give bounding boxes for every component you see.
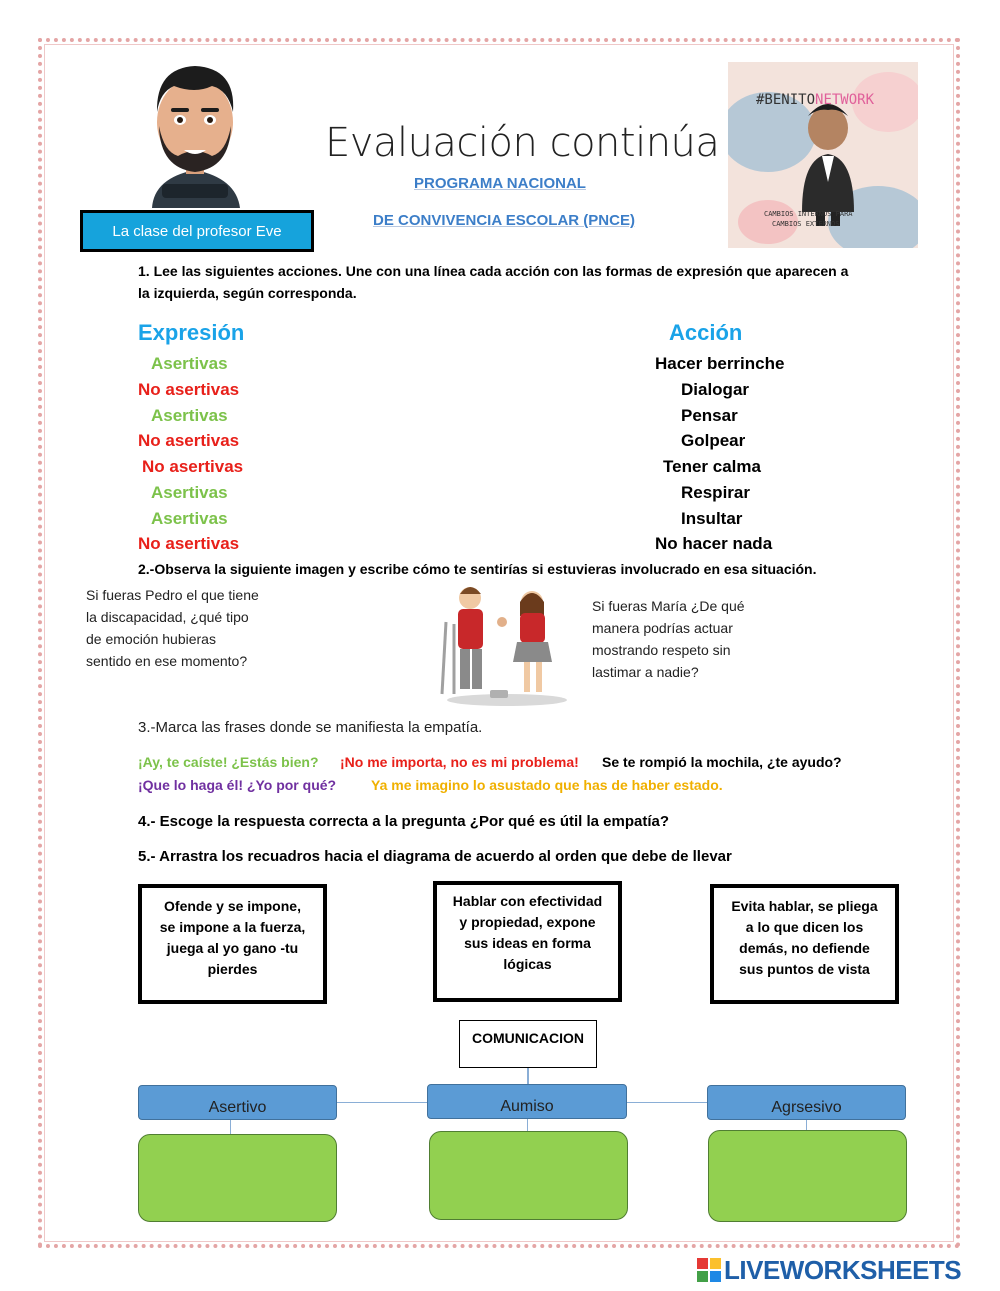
q2-left-prompt-line: de emoción hubieras	[86, 631, 216, 647]
accion-heading: Acción	[669, 320, 743, 345]
children-illustration	[432, 582, 572, 710]
drop-zone-asertivo[interactable]	[138, 1134, 337, 1222]
q2-right-prompt-line: mostrando respeto sin	[592, 642, 731, 658]
box-line: pierdes	[207, 961, 258, 977]
liveworksheets-brand[interactable]: LIVEWORKSHEETS	[724, 1255, 962, 1285]
empathy-phrase[interactable]: ¡Ay, te caíste! ¿Estás bien?	[138, 754, 319, 770]
q1-instruction-line-2: la izquierda, según corresponda.	[138, 285, 357, 301]
diagram-node-asertivo: Asertivo	[138, 1085, 337, 1120]
box-line: lógicas	[503, 956, 552, 972]
q2-right-prompt-line: Si fueras María ¿De qué	[592, 598, 745, 614]
q1-instruction-line-1: 1. Lee las siguientes acciones. Une con una línea cada acción con las formas de expresión que aparecen a	[138, 263, 849, 279]
q2-left-prompt-line: Si fueras Pedro el que tiene	[86, 587, 259, 603]
empathy-phrase[interactable]: ¡No me importa, no es mi problema!	[340, 754, 579, 770]
teacher-avatar	[140, 60, 250, 208]
box-line: Hablar con efectividad	[452, 893, 603, 909]
empathy-phrase[interactable]: ¡Que lo haga él! ¿Yo por qué?	[138, 777, 337, 793]
box-line: Ofende y se impone,	[164, 898, 301, 914]
expresion-item[interactable]: Asertivas	[151, 354, 228, 373]
q2-left-prompt	[86, 584, 259, 672]
box-line: sus ideas en forma	[464, 935, 591, 951]
drop-zone-aumiso[interactable]	[429, 1131, 628, 1220]
connector	[230, 1120, 231, 1134]
empathy-phrase[interactable]: Se te rompió la mochila, ¿te ayudo?	[602, 754, 842, 770]
box-line: y propiedad, expone	[459, 914, 596, 930]
drop-zone-agresivo[interactable]	[708, 1130, 907, 1222]
expresion-heading: Expresión	[138, 320, 245, 345]
accion-item[interactable]: Dialogar	[681, 380, 750, 399]
draggable-box-submissive[interactable]	[710, 884, 899, 1004]
connector	[336, 1102, 428, 1103]
empathy-phrase[interactable]: Ya me imagino lo asustado que has de haber estado.	[371, 777, 723, 793]
accion-item[interactable]: Tener calma	[663, 457, 761, 476]
accion-item[interactable]: Respirar	[681, 483, 750, 502]
q2-left-prompt-line: la discapacidad, ¿qué tipo	[86, 609, 249, 625]
class-button[interactable]: La clase del profesor Eve	[80, 210, 314, 252]
logo-caption-1: CAMBIOS INTERNOS PARA	[764, 210, 853, 218]
logo-hashtag: #BENITONETWORK	[756, 92, 875, 108]
expresion-item[interactable]: No asertivas	[138, 534, 240, 553]
q2-right-prompt-line: manera podrías actuar	[592, 620, 733, 636]
draggable-box-aggressive[interactable]	[138, 884, 327, 1004]
box-line: a lo que dicen los	[745, 919, 864, 935]
q2-right-prompt	[592, 595, 745, 683]
q2-right-prompt-line: lastimar a nadie?	[592, 664, 699, 680]
liveworksheets-logo-icon	[697, 1258, 721, 1282]
diagram-root: COMUNICACION	[459, 1020, 597, 1068]
draggable-box-assertive[interactable]	[433, 881, 622, 1002]
accion-item[interactable]: Insultar	[681, 509, 743, 528]
accion-item[interactable]: Golpear	[681, 431, 746, 450]
subtitle-line-1: PROGRAMA NACIONAL	[414, 175, 586, 192]
subtitle-line-2: DE CONVIVENCIA ESCOLAR (PNCE)	[373, 212, 635, 229]
q4-instruction: 4.- Escoge la respuesta correcta a la pregunta ¿Por qué es útil la empatía?	[138, 813, 670, 830]
accion-item[interactable]: Hacer berrinche	[655, 354, 785, 373]
q2-left-prompt-line: sentido en ese momento?	[86, 653, 248, 669]
box-line: juega al yo gano -tu	[166, 940, 299, 956]
expresion-item[interactable]: Asertivas	[151, 483, 228, 502]
q2-instruction: 2.-Observa la siguiente imagen y escribe cómo te sentirías si estuvieras involucrado en esa situación.	[138, 561, 817, 577]
diagram-node-aumiso: Aumiso	[427, 1084, 627, 1119]
connector	[626, 1102, 708, 1103]
q5-instruction: 5.- Arrastra los recuadros hacia el diagrama de acuerdo al orden que debe de llevar	[138, 848, 732, 865]
accion-item[interactable]: No hacer nada	[655, 534, 773, 553]
expresion-item[interactable]: Asertivas	[151, 406, 228, 425]
diagram-node-agresivo: Agrsesivo	[707, 1085, 906, 1120]
connector	[806, 1120, 807, 1130]
expresion-item[interactable]: Asertivas	[151, 509, 228, 528]
expresion-item[interactable]: No asertivas	[142, 457, 244, 476]
box-line: se impone a la fuerza,	[159, 919, 306, 935]
q3-instruction: 3.-Marca las frases donde se manifiesta la empatía.	[138, 719, 483, 736]
page-title: Evaluación continúa	[325, 120, 720, 166]
box-line: demás, no defiende	[739, 940, 870, 956]
accion-item[interactable]: Pensar	[681, 406, 738, 425]
expresion-item[interactable]: No asertivas	[138, 380, 240, 399]
expresion-item[interactable]: No asertivas	[138, 431, 240, 450]
box-line: sus puntos de vista	[739, 961, 870, 977]
benito-network-logo	[728, 62, 918, 248]
logo-caption-2: CAMBIOS EXTERNOS	[772, 220, 840, 228]
box-line: Evita hablar, se pliega	[731, 898, 878, 914]
